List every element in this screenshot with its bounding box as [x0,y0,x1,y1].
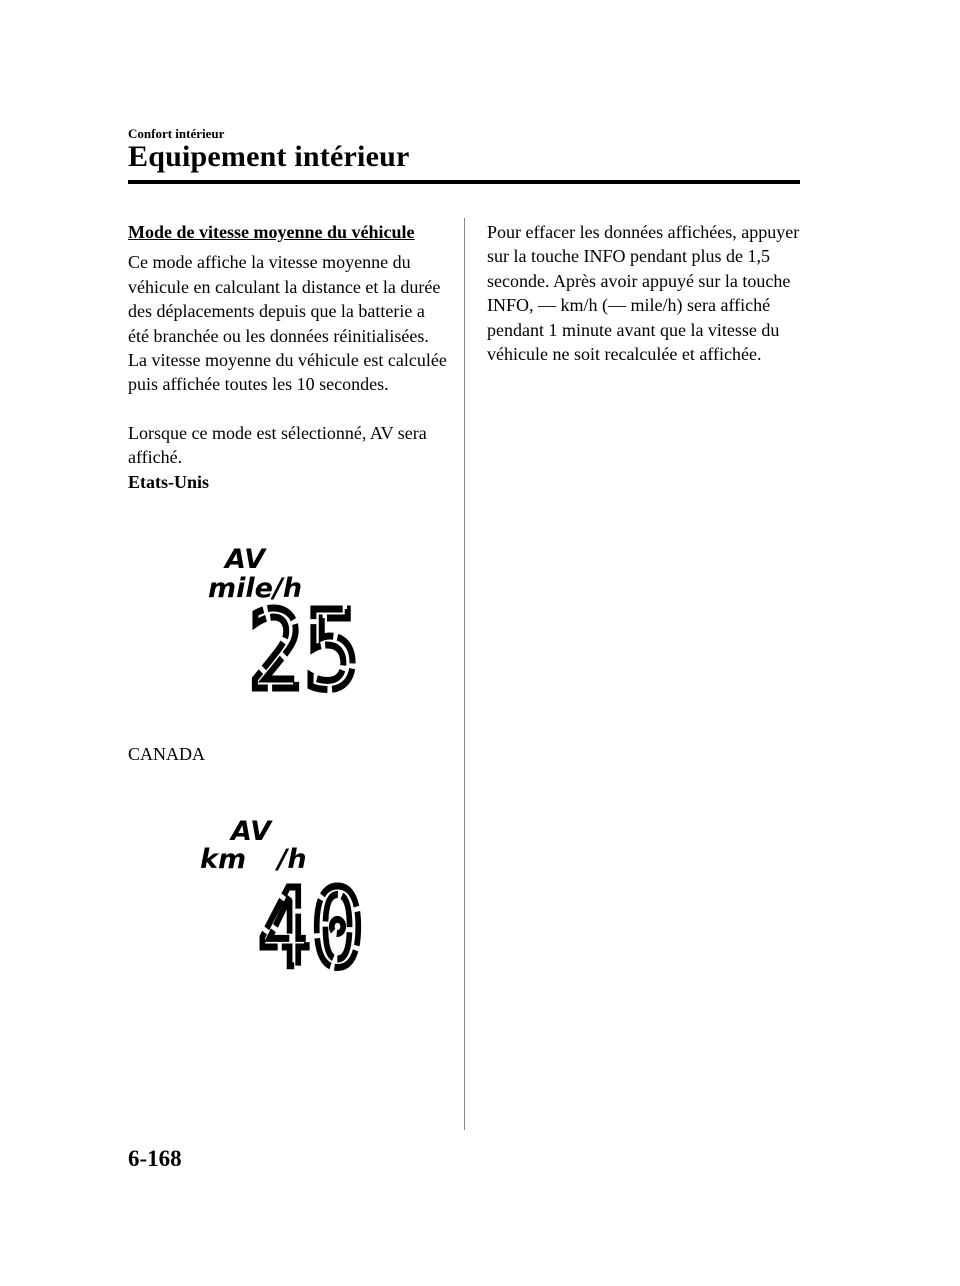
display-usa-digits: 25 [248,589,360,714]
page-number: 6-168 [128,1146,182,1171]
display-canada-mode: AV [231,816,271,847]
canada-label: CANADA [128,744,206,764]
column-divider [464,218,465,1130]
mode-description: Ce mode affiche la vitesse moyenne du véhicule en calculant la distance et la durée des déplacements depuis que la batterie a été branchée ou les données réinitialisées. [128,252,441,346]
mode-update-interval: La vitesse moyenne du véhicule est calculée puis affichée toutes les 10 secondes. [128,350,447,395]
right-column [487,220,805,366]
left-column [128,220,448,494]
chapter-title: Equipement intérieur [128,140,410,173]
section-label: Confort intérieur [128,126,225,141]
mode-heading: Mode de vitesse moyenne du véhicule [128,222,415,242]
display-usa-value [248,589,363,714]
display-canada-digits: 40 [258,867,364,992]
mode-selected-note: Lorsque ce mode est sélectionné, AV sera affiché. [128,422,427,468]
display-usa-unit: mile/h [208,573,303,604]
display-usa-mode: AV [225,544,265,575]
display-canada-unit: km /h [200,844,307,875]
reset-instructions: Pour effacer les données affichées, appuyer sur la touche INFO pendant plus de 1,5 seconde. Après avoir appuyé sur la touche INFO, — km/h (— mile/h) sera affiché pendant 1 minute avant que la vitesse du véhicule ne soit recalculée et affichée. [487,222,800,365]
usa-label: Etats-Unis [128,471,210,492]
display-canada-value [258,867,368,992]
header-rule [128,180,800,184]
